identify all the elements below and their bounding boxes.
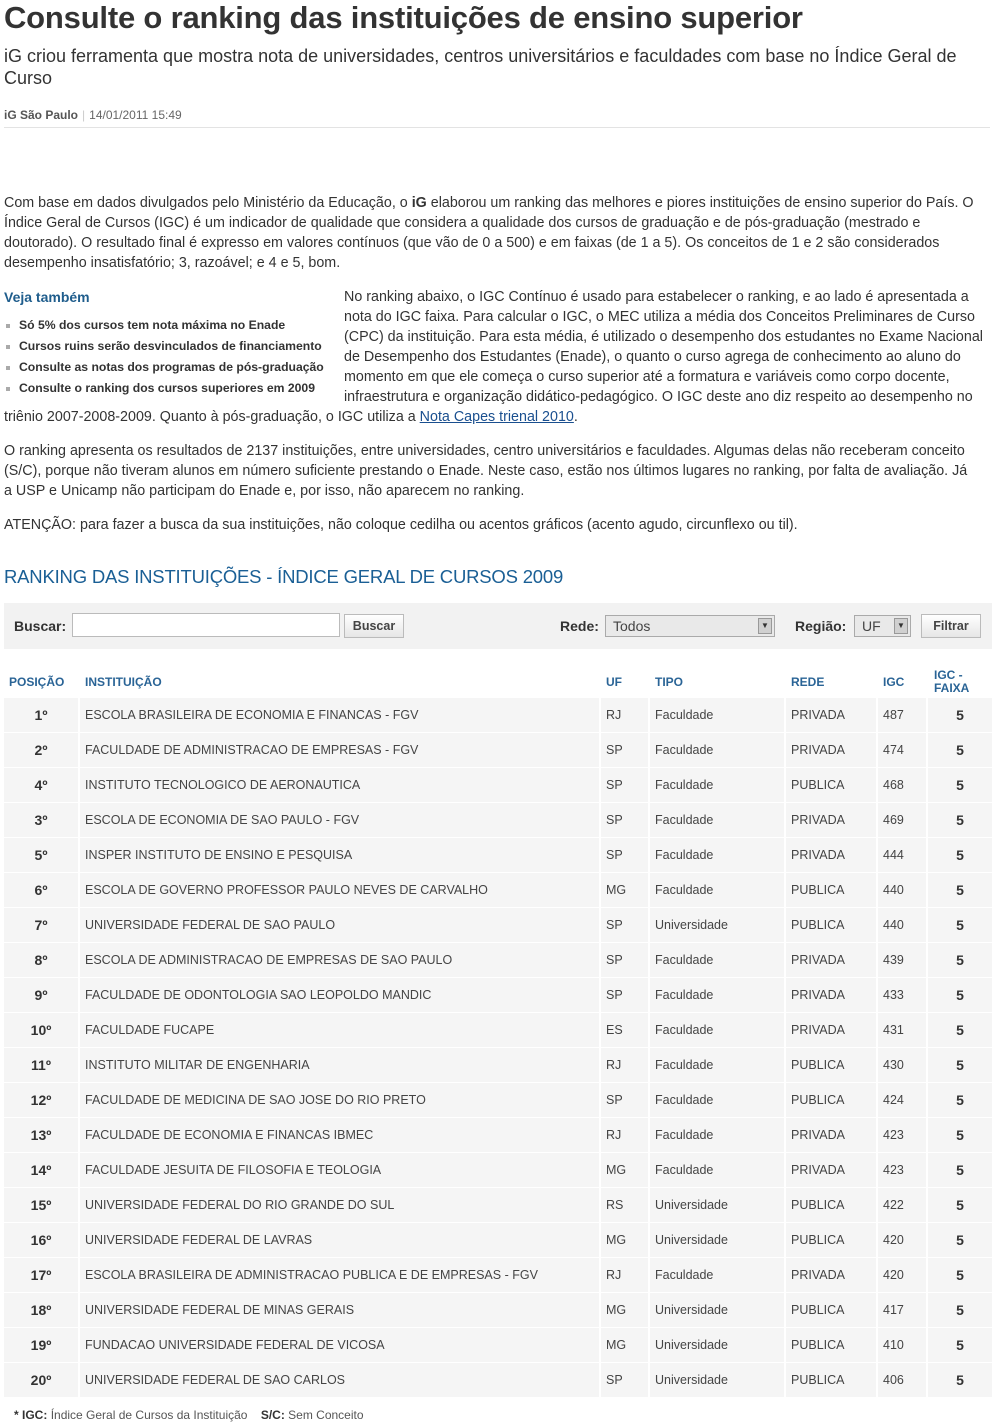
cell-instituicao: ESCOLA DE ADMINISTRACAO DE EMPRESAS DE SAO PAULO <box>80 943 601 977</box>
cell-posicao: 14º <box>4 1153 80 1187</box>
cell-rede: PUBLICA <box>786 768 878 802</box>
cell-uf: SP <box>601 943 650 977</box>
cell-igc: 469 <box>878 803 928 837</box>
cell-posicao: 13º <box>4 1118 80 1152</box>
methodology-tail-end: . <box>573 409 578 425</box>
cell-igc: 423 <box>878 1118 928 1152</box>
footnote-sc-key: S/C: <box>260 1408 285 1422</box>
cell-rede: PRIVADA <box>786 733 878 767</box>
cell-igc: 410 <box>878 1328 928 1362</box>
cell-uf: SP <box>601 733 650 767</box>
cell-igc: 406 <box>878 1363 928 1397</box>
cell-tipo: Universidade <box>650 908 786 942</box>
footnote-igc-text: Índice Geral de Cursos da Instituição <box>50 1408 248 1422</box>
rede-select-value: Todos <box>613 618 651 634</box>
rede-label: Rede: <box>560 618 599 634</box>
cell-igc: 423 <box>878 1153 928 1187</box>
cell-igc-faixa: 5 <box>928 1223 992 1257</box>
cell-igc-faixa: 5 <box>928 1293 992 1327</box>
cell-instituicao: ESCOLA DE ECONOMIA DE SAO PAULO - FGV <box>80 803 601 837</box>
cell-rede: PUBLICA <box>786 1188 878 1222</box>
cell-posicao: 20º <box>4 1363 80 1397</box>
cell-uf: RJ <box>601 1258 650 1292</box>
cell-igc-faixa: 5 <box>928 768 992 802</box>
cell-tipo: Faculdade <box>650 978 786 1012</box>
cell-igc-faixa: 5 <box>928 803 992 837</box>
cell-posicao: 6º <box>4 873 80 907</box>
cell-igc: 422 <box>878 1188 928 1222</box>
cell-posicao: 10º <box>4 1013 80 1047</box>
cell-rede: PRIVADA <box>786 1258 878 1292</box>
cell-instituicao: UNIVERSIDADE FEDERAL DE SAO CARLOS <box>80 1363 601 1397</box>
cell-posicao: 11º <box>4 1048 80 1082</box>
cell-rede: PUBLICA <box>786 1048 878 1082</box>
col-instituicao[interactable]: INSTITUIÇÃO <box>85 674 162 689</box>
cell-igc: 474 <box>878 733 928 767</box>
cell-tipo: Universidade <box>650 1223 786 1257</box>
cell-rede: PUBLICA <box>786 1223 878 1257</box>
cell-uf: SP <box>601 978 650 1012</box>
cell-rede: PUBLICA <box>786 1083 878 1117</box>
ranking-table-body <box>4 698 992 1397</box>
see-also-box <box>4 287 334 405</box>
table-row[interactable] <box>4 733 992 767</box>
cell-tipo: Universidade <box>650 1293 786 1327</box>
cell-igc: 420 <box>878 1258 928 1292</box>
table-row[interactable] <box>4 1048 992 1082</box>
table-row[interactable] <box>4 698 992 732</box>
table-row[interactable] <box>4 1118 992 1152</box>
col-posicao[interactable]: POSIÇÃO <box>9 674 65 689</box>
cell-tipo: Faculdade <box>650 873 786 907</box>
cell-posicao: 7º <box>4 908 80 942</box>
cell-instituicao: FACULDADE DE ADMINISTRACAO DE EMPRESAS - FGV <box>80 733 601 767</box>
cell-rede: PRIVADA <box>786 943 878 977</box>
page-title: Consulte o ranking das instituições de ensino superior <box>4 0 803 35</box>
see-also-list <box>4 315 334 399</box>
cell-instituicao: FUNDACAO UNIVERSIDADE FEDERAL DE VICOSA <box>80 1328 601 1362</box>
cell-instituicao: ESCOLA BRASILEIRA DE ECONOMIA E FINANCAS - FGV <box>80 698 601 732</box>
methodology-tail-text: triênio 2007-2008-2009. Quanto à pós-graduação, o IGC utiliza a <box>4 409 420 425</box>
table-row[interactable] <box>4 873 992 907</box>
cell-tipo: Faculdade <box>650 768 786 802</box>
cell-instituicao: INSTITUTO TECNOLOGICO DE AERONAUTICA <box>80 768 601 802</box>
cell-tipo: Faculdade <box>650 1258 786 1292</box>
page-subtitle: iG criou ferramenta que mostra nota de universidades, centros universitários e faculdades com base no Índice Geral de Curso <box>4 46 957 88</box>
cell-igc-faixa: 5 <box>928 1083 992 1117</box>
cell-tipo: Faculdade <box>650 698 786 732</box>
cell-posicao: 3º <box>4 803 80 837</box>
cell-instituicao: ESCOLA BRASILEIRA DE ADMINISTRACAO PUBLICA E DE EMPRESAS - FGV <box>80 1258 601 1292</box>
table-row[interactable] <box>4 1013 992 1047</box>
cell-tipo: Faculdade <box>650 1118 786 1152</box>
col-rede[interactable]: REDE <box>791 674 825 689</box>
table-row[interactable] <box>4 768 992 802</box>
cell-igc: 433 <box>878 978 928 1012</box>
table-row[interactable] <box>4 943 992 977</box>
cell-posicao: 1º <box>4 698 80 732</box>
cell-instituicao: FACULDADE FUCAPE <box>80 1013 601 1047</box>
cell-instituicao: UNIVERSIDADE FEDERAL DE LAVRAS <box>80 1223 601 1257</box>
cell-igc: 417 <box>878 1293 928 1327</box>
cell-tipo: Faculdade <box>650 1083 786 1117</box>
cell-rede: PUBLICA <box>786 908 878 942</box>
attention-paragraph: ATENÇÃO: para fazer a busca da sua instituições, não coloque cedilha ou acentos gráficos (acento agudo, circunflexo ou til). <box>4 517 798 533</box>
regiao-select-value: UF <box>862 618 881 634</box>
table-row[interactable] <box>4 1153 992 1187</box>
intro-paragraph <box>4 193 979 273</box>
footnote-sc-text: Sem Conceito <box>288 1408 364 1422</box>
cell-rede: PRIVADA <box>786 978 878 1012</box>
cell-rede: PRIVADA <box>786 1153 878 1187</box>
cell-igc: 439 <box>878 943 928 977</box>
see-also-link[interactable]: Só 5% dos cursos tem nota máxima no Enade <box>4 315 334 336</box>
cell-igc: 424 <box>878 1083 928 1117</box>
cell-uf: SP <box>601 838 650 872</box>
cell-igc-faixa: 5 <box>928 698 992 732</box>
cell-posicao: 2º <box>4 733 80 767</box>
capes-link[interactable]: Nota Capes trienal 2010 <box>419 409 574 425</box>
col-tipo[interactable]: TIPO <box>655 674 684 689</box>
byline <box>4 108 990 128</box>
cell-uf: MG <box>601 1293 650 1327</box>
cell-igc-faixa: 5 <box>928 1363 992 1397</box>
cell-tipo: Universidade <box>650 1363 786 1397</box>
cell-igc-faixa: 5 <box>928 733 992 767</box>
col-uf[interactable]: UF <box>606 674 622 689</box>
cell-rede: PRIVADA <box>786 1013 878 1047</box>
cell-rede: PUBLICA <box>786 1363 878 1397</box>
cell-igc: 420 <box>878 1223 928 1257</box>
chevron-down-icon: ▼ <box>758 618 772 634</box>
publish-date: 14/01/2011 15:49 <box>89 108 182 122</box>
table-row[interactable] <box>4 978 992 1012</box>
footnote-igc-key: * IGC: <box>14 1408 48 1422</box>
cell-uf: RJ <box>601 698 650 732</box>
cell-igc-faixa: 5 <box>928 1258 992 1292</box>
cell-instituicao: FACULDADE DE MEDICINA DE SAO JOSE DO RIO PRETO <box>80 1083 601 1117</box>
cell-instituicao: FACULDADE DE ODONTOLOGIA SAO LEOPOLDO MANDIC <box>80 978 601 1012</box>
cell-uf: SP <box>601 1363 650 1397</box>
ranking-heading: RANKING DAS INSTITUIÇÕES - ÍNDICE GERAL DE CURSOS 2009 <box>4 566 564 587</box>
regiao-label: Região: <box>795 618 847 634</box>
table-row[interactable] <box>4 1293 992 1327</box>
cell-igc-faixa: 5 <box>928 1153 992 1187</box>
cell-tipo: Faculdade <box>650 733 786 767</box>
cell-posicao: 18º <box>4 1293 80 1327</box>
cell-posicao: 16º <box>4 1223 80 1257</box>
cell-tipo: Universidade <box>650 1188 786 1222</box>
table-row[interactable] <box>4 838 992 872</box>
cell-uf: MG <box>601 1223 650 1257</box>
table-row[interactable] <box>4 1223 992 1257</box>
cell-posicao: 12º <box>4 1083 80 1117</box>
intro-brand: iG <box>411 195 427 211</box>
regiao-select[interactable] <box>854 615 911 637</box>
ranking-table <box>4 666 992 1398</box>
cell-igc-faixa: 5 <box>928 943 992 977</box>
table-row[interactable] <box>4 908 992 942</box>
cell-igc-faixa: 5 <box>928 908 992 942</box>
cell-igc: 468 <box>878 768 928 802</box>
cell-igc-faixa: 5 <box>928 978 992 1012</box>
cell-posicao: 9º <box>4 978 80 1012</box>
cell-igc: 440 <box>878 873 928 907</box>
cell-rede: PUBLICA <box>786 1293 878 1327</box>
filter-button[interactable]: Filtrar <box>921 614 981 638</box>
cell-posicao: 8º <box>4 943 80 977</box>
cell-tipo: Universidade <box>650 1328 786 1362</box>
cell-uf: RJ <box>601 1118 650 1152</box>
cell-igc-faixa: 5 <box>928 1013 992 1047</box>
table-row[interactable] <box>4 1258 992 1292</box>
see-also-title: Veja também <box>4 289 90 305</box>
cell-igc-faixa: 5 <box>928 1048 992 1082</box>
cell-instituicao: INSTITUTO MILITAR DE ENGENHARIA <box>80 1048 601 1082</box>
cell-uf: SP <box>601 908 650 942</box>
search-button[interactable]: Buscar <box>344 614 404 638</box>
cell-igc-faixa: 5 <box>928 838 992 872</box>
see-also-link[interactable]: Consulte as notas dos programas de pós-graduação <box>4 357 334 378</box>
cell-rede: PRIVADA <box>786 1118 878 1152</box>
cell-rede: PRIVADA <box>786 698 878 732</box>
see-also-link[interactable]: Consulte o ranking dos cursos superiores em 2009 <box>4 378 334 399</box>
results-paragraph: O ranking apresenta os resultados de 2137 instituições, entre universidades, centro universitários e faculdades. Algumas delas não receberam conceito (S/C), porque não tiveram alunos em número suficiente prestando o Enade. Neste caso, estão nos últimos lugares no ranking, por falta de avaliação. Já a USP e Unicamp não participam do Enade e, por isso, não aparecem no ranking. <box>4 443 968 499</box>
cell-igc: 430 <box>878 1048 928 1082</box>
see-also-link[interactable]: Cursos ruins serão desvinculados de financiamento <box>4 336 334 357</box>
cell-igc: 431 <box>878 1013 928 1047</box>
cell-uf: MG <box>601 1153 650 1187</box>
table-row[interactable] <box>4 803 992 837</box>
table-header-row <box>4 667 992 697</box>
cell-igc: 487 <box>878 698 928 732</box>
methodology-paragraph-tail <box>4 407 984 427</box>
cell-uf: SP <box>601 768 650 802</box>
cell-instituicao: FACULDADE DE ECONOMIA E FINANCAS IBMEC <box>80 1118 601 1152</box>
cell-instituicao: INSPER INSTITUTO DE ENSINO E PESQUISA <box>80 838 601 872</box>
cell-instituicao: UNIVERSIDADE FEDERAL DE MINAS GERAIS <box>80 1293 601 1327</box>
cell-igc: 444 <box>878 838 928 872</box>
cell-instituicao: FACULDADE JESUITA DE FILOSOFIA E TEOLOGIA <box>80 1153 601 1187</box>
cell-instituicao: ESCOLA DE GOVERNO PROFESSOR PAULO NEVES DE CARVALHO <box>80 873 601 907</box>
cell-igc-faixa: 5 <box>928 1328 992 1362</box>
cell-instituicao: UNIVERSIDADE FEDERAL DE SAO PAULO <box>80 908 601 942</box>
filter-bar <box>4 603 992 649</box>
rede-select[interactable] <box>605 615 775 637</box>
cell-tipo: Faculdade <box>650 803 786 837</box>
cell-posicao: 15º <box>4 1188 80 1222</box>
cell-uf: MG <box>601 1328 650 1362</box>
cell-igc-faixa: 5 <box>928 1188 992 1222</box>
cell-tipo: Faculdade <box>650 838 786 872</box>
footnote <box>14 1408 364 1422</box>
cell-posicao: 19º <box>4 1328 80 1362</box>
cell-uf: RS <box>601 1188 650 1222</box>
cell-uf: ES <box>601 1013 650 1047</box>
cell-rede: PUBLICA <box>786 873 878 907</box>
table-row[interactable] <box>4 1363 992 1397</box>
search-input[interactable] <box>72 613 340 637</box>
cell-igc-faixa: 5 <box>928 873 992 907</box>
byline-separator: | <box>82 108 86 122</box>
cell-tipo: Faculdade <box>650 943 786 977</box>
author[interactable]: iG São Paulo <box>4 108 79 122</box>
cell-tipo: Faculdade <box>650 1013 786 1047</box>
cell-uf: RJ <box>601 1048 650 1082</box>
cell-tipo: Faculdade <box>650 1153 786 1187</box>
intro-text-b: elaborou um ranking das melhores e piores instituições de ensino superior do País. O Índice Geral de Cursos (IGC) é um indicador de qualidade que considera a qualidade dos cursos de graduação e de pós-graduação (mestrado e doutorado). O resultado final é expresso em valores contínuos (que vão de 0 a 500) e em faixas (de 1 a 5). Os conceitos de 1 e 2 são considerados desempenho insatisfatório; 3, razoável; e 4 e 5, bom. <box>4 195 974 271</box>
cell-rede: PUBLICA <box>786 1328 878 1362</box>
cell-tipo: Faculdade <box>650 1048 786 1082</box>
table-row[interactable] <box>4 1083 992 1117</box>
cell-igc-faixa: 5 <box>928 1118 992 1152</box>
chevron-down-icon: ▼ <box>894 618 908 634</box>
col-igc-faixa[interactable]: IGC - FAIXA <box>934 668 970 695</box>
cell-posicao: 4º <box>4 768 80 802</box>
search-label: Buscar: <box>14 618 67 634</box>
cell-uf: MG <box>601 873 650 907</box>
cell-rede: PRIVADA <box>786 803 878 837</box>
cell-uf: SP <box>601 1083 650 1117</box>
cell-igc: 440 <box>878 908 928 942</box>
intro-text-a: Com base em dados divulgados pelo Ministério da Educação, o <box>4 195 412 211</box>
cell-posicao: 5º <box>4 838 80 872</box>
cell-instituicao: UNIVERSIDADE FEDERAL DO RIO GRANDE DO SUL <box>80 1188 601 1222</box>
methodology-paragraph: No ranking abaixo, o IGC Contínuo é usado para estabelecer o ranking, e ao lado é apresentada a nota do IGC faixa. Para calcular o IGC, o MEC utiliza a média dos Conceitos Preliminares de Curso (CPC) da instituição. Para esta média, é utilizado o desempenho dos estudantes no Exame Nacional de Desempenho dos Estudantes (Enade), o quanto o curso agrega de conhecimento ao aluno do momento em que ele começa o curso superior até a formatura e variáveis como corpo docente, infraestrutura e organização didático-pedagógico. O IGC deste ano diz respeito ao desempenho no <box>344 289 983 405</box>
cell-uf: SP <box>601 803 650 837</box>
col-igc[interactable]: IGC <box>883 674 905 689</box>
cell-rede: PRIVADA <box>786 838 878 872</box>
table-row[interactable] <box>4 1328 992 1362</box>
cell-posicao: 17º <box>4 1258 80 1292</box>
table-row[interactable] <box>4 1188 992 1222</box>
